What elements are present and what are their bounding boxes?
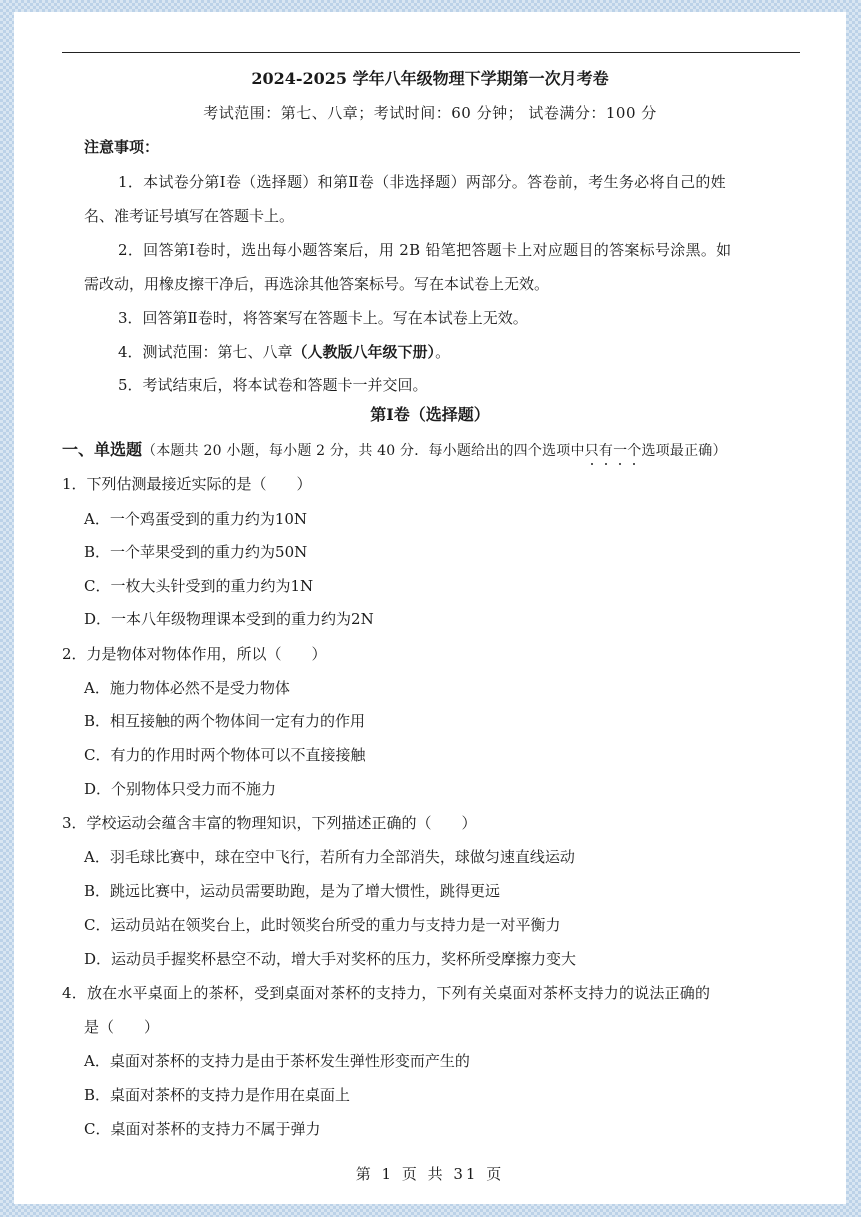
question-4-option-c: C．桌面对茶杯的支持力不属于弹力	[84, 1120, 321, 1138]
question-1-option-a: A．一个鸡蛋受到的重力约为10N	[84, 510, 308, 528]
question-3-stem: 3．学校运动会蕴含丰富的物理知识，下列描述正确的（ ）	[62, 814, 477, 832]
note-4	[118, 342, 450, 362]
note-2-line-1: 2．回答第Ⅰ卷时，选出每小题答案后，用 2B 铅笔把答题卡上对应题目的答案标号涂黑。如	[118, 241, 732, 259]
question-3-option-c: C．运动员站在领奖台上，此时领奖台所受的重力与支持力是一对平衡力	[84, 916, 561, 934]
notes-heading: 注意事项：	[84, 138, 160, 156]
question-1-option-b: B．一个苹果受到的重力约为50N	[84, 543, 308, 561]
question-1-option-d: D．一本八年级物理课本受到的重力约为2N	[84, 610, 374, 628]
question-3-option-a: A．羽毛球比赛中，球在空中飞行，若所有力全部消失，球做匀速直线运动	[84, 848, 575, 866]
emphasis-char: 有	[598, 443, 614, 459]
part-instructions-b: 选项最正确）	[641, 443, 727, 459]
part-label: 一、单选题	[62, 440, 143, 459]
note-4-suffix: 。	[435, 343, 451, 361]
part-heading	[62, 440, 727, 461]
question-2-option-a: A．施力物体必然不是受力物体	[84, 679, 290, 697]
note-4-prefix: 4．测试范围：第七、八章	[118, 343, 293, 361]
question-2-option-d: D．个别物体只受力而不施力	[84, 780, 277, 798]
note-5: 5．考试结束后，将本试卷和答题卡一并交回。	[118, 376, 428, 394]
question-2-stem: 2．力是物体对物体作用，所以（ ）	[62, 645, 327, 663]
header-rule	[62, 52, 800, 53]
question-1-stem: 1．下列估测最接近实际的是（ ）	[62, 475, 312, 493]
question-4-stem-line-2: 是（ ）	[84, 1018, 160, 1036]
question-4-option-b: B．桌面对茶杯的支持力是作用在桌面上	[84, 1086, 351, 1104]
note-3: 3．回答第Ⅱ卷时，将答案写在答题卡上。写在本试卷上无效。	[118, 309, 528, 327]
emphasis-char: 一	[613, 443, 628, 459]
section-title: 第Ⅰ卷（选择题）	[370, 405, 490, 424]
question-4-stem-line-1: 4．放在水平桌面上的茶杯，受到桌面对茶杯的支持力，下列有关桌面对茶杯支持力的说法正确的	[62, 984, 711, 1002]
page-number: 第 1 页 共 31 页	[355, 1165, 505, 1183]
exam-title: 2024-2025 学年八年级物理下学期第一次月考卷	[251, 69, 609, 88]
emphasis-char: 只	[584, 443, 599, 459]
question-3-option-d: D．运动员手握奖杯悬空不动，增大手对奖杯的压力，奖杯所受摩擦力变大	[84, 950, 577, 968]
exam-subtitle: 考试范围：第七、八章；考试时间：60 分钟； 试卷满分：100 分	[203, 104, 657, 122]
question-3-option-b: B．跳远比赛中，运动员需要助跑，是为了增大惯性，跳得更远	[84, 882, 501, 900]
question-2-option-b: B．相互接触的两个物体间一定有力的作用	[84, 712, 366, 730]
note-1-line-2: 名、准考证号填写在答题卡上。	[84, 207, 295, 225]
part-instructions-a: （本题共 20 小题，每小题 2 分，共 40 分．每小题给出的四个选项中	[142, 443, 585, 459]
exam-page	[14, 12, 846, 1204]
emphasis-char: 个	[627, 443, 642, 459]
question-2-option-c: C．有力的作用时两个物体可以不直接接触	[84, 746, 366, 764]
note-1-line-1: 1．本试卷分第Ⅰ卷（选择题）和第Ⅱ卷（非选择题）两部分。答卷前，考生务必将自己的姓	[118, 173, 726, 191]
note-2-line-2: 需改动，用橡皮擦干净后，再选涂其他答案标号。写在本试卷上无效。	[84, 275, 550, 293]
question-4-option-a: A．桌面对茶杯的支持力是由于茶杯发生弹性形变而产生的	[84, 1052, 470, 1070]
question-1-option-c: C．一枚大头针受到的重力约为1N	[84, 577, 314, 595]
note-4-edition: （人教版八年级下册）	[292, 343, 436, 361]
